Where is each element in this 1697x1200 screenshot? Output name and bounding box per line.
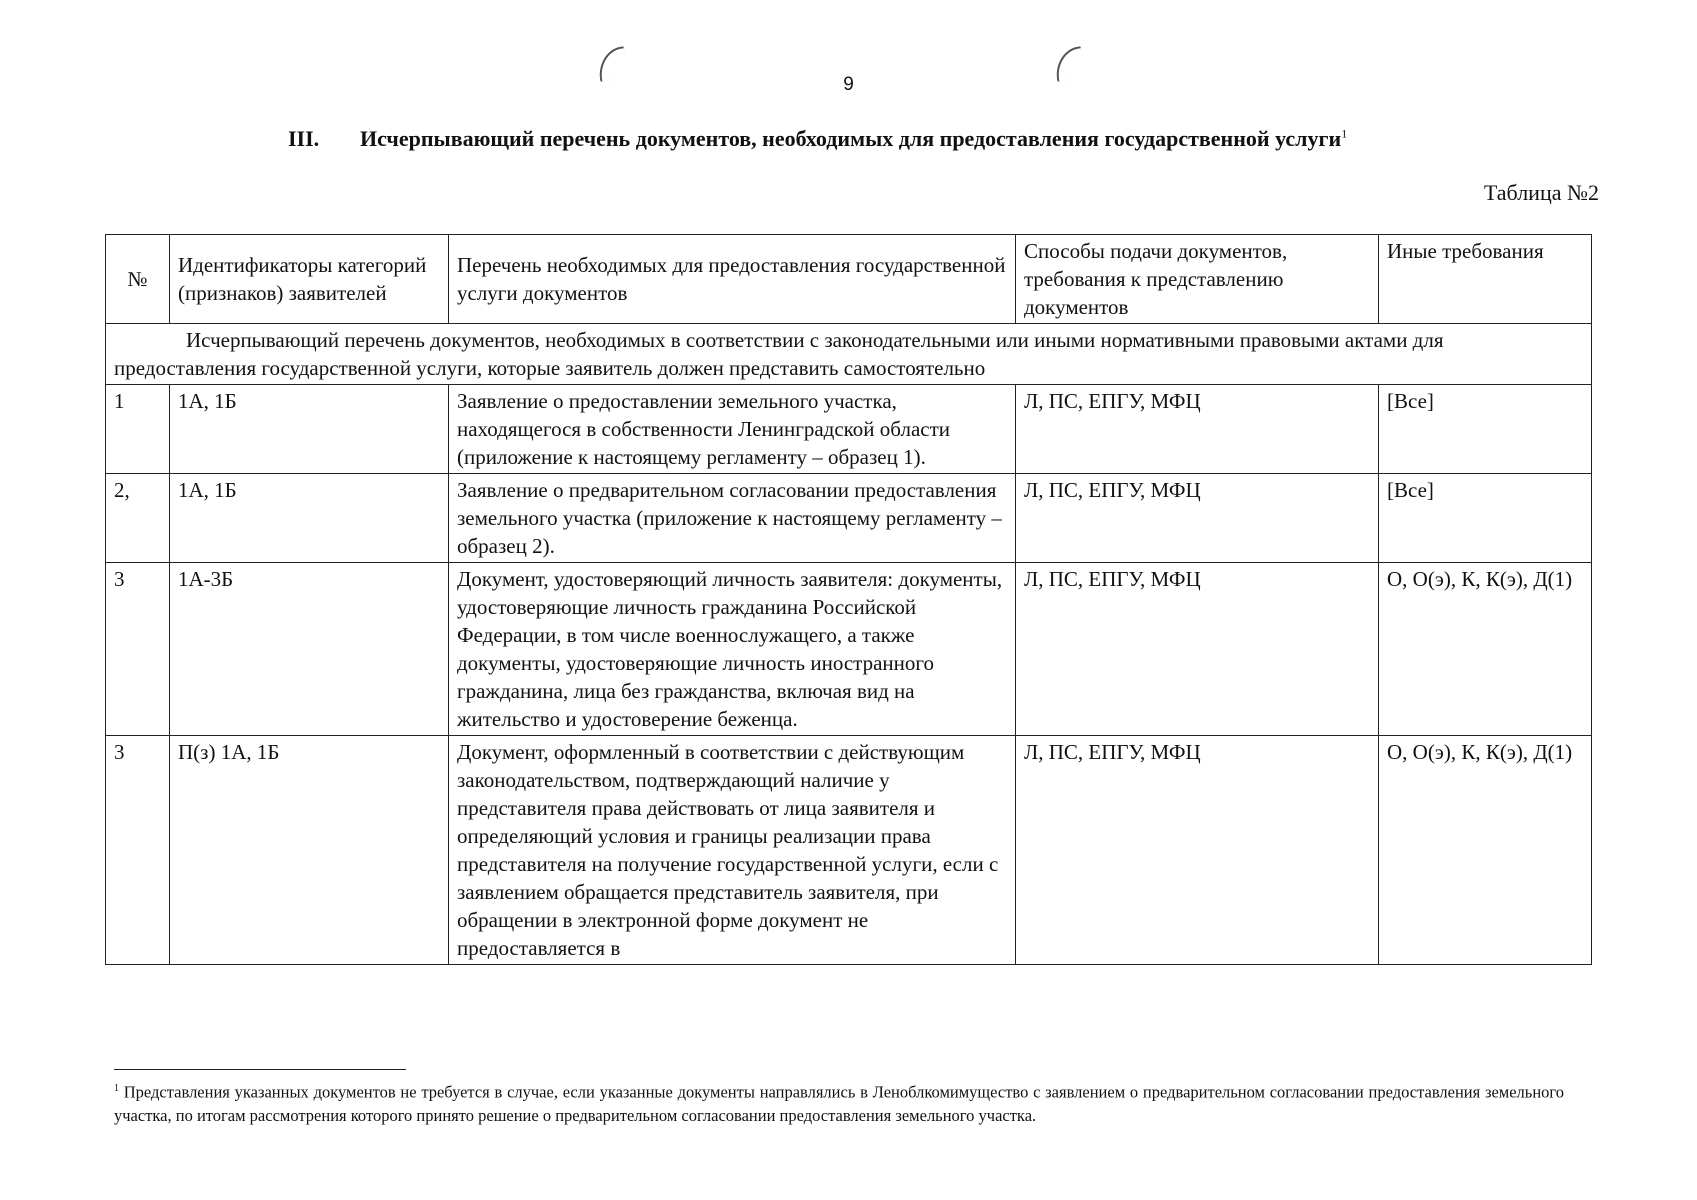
- header-number: №: [106, 235, 170, 324]
- section-heading: [288, 126, 1347, 152]
- footnote-divider: [114, 1069, 406, 1070]
- table-row: [106, 736, 1592, 965]
- row-number: 3: [106, 736, 170, 965]
- row-other: О, О(э), К, К(э), Д(1): [1379, 736, 1592, 965]
- documents-table: [105, 234, 1592, 965]
- row-document: Заявление о предоставлении земельного участка, находящегося в собственности Ленинградской области (приложение к настоящему регламенту – образец 1).: [449, 385, 1016, 474]
- row-methods: Л, ПС, ЕПГУ, МФЦ: [1016, 385, 1379, 474]
- header-categories: Идентификаторы категорий (признаков) заявителей: [170, 235, 449, 324]
- row-methods: Л, ПС, ЕПГУ, МФЦ: [1016, 474, 1379, 563]
- section-number: III.: [288, 126, 320, 151]
- table-subheading: Исчерпывающий перечень документов, необходимых в соответствии с законодательными или иными нормативными правовыми актами для предоставления государственной услуги, которые заявитель должен представить самостоятельно: [106, 324, 1592, 385]
- row-other: [Все]: [1379, 474, 1592, 563]
- table-row: [106, 474, 1592, 563]
- row-number: 2,: [106, 474, 170, 563]
- row-categories: П(з) 1А, 1Б: [170, 736, 449, 965]
- row-other: О, О(э), К, К(э), Д(1): [1379, 563, 1592, 736]
- table-subheading-row: [106, 324, 1592, 385]
- header-documents: Перечень необходимых для предоставления государственной услуги документов: [449, 235, 1016, 324]
- footnote-marker: 1: [114, 1083, 119, 1094]
- table-row: [106, 385, 1592, 474]
- row-methods: Л, ПС, ЕПГУ, МФЦ: [1016, 563, 1379, 736]
- section-title: Исчерпывающий перечень документов, необходимых для предоставления государственной услуги: [360, 126, 1342, 151]
- row-document: Документ, оформленный в соответствии с действующим законодательством, подтверждающий наличие у представителя права действовать от лица заявителя и определяющий условия и границы реализации права представителя на получение государственной услуги, если с заявлением обращается представитель заявителя, при обращении в электронной форме документ не предоставляется в: [449, 736, 1016, 965]
- table-label: Таблица №2: [1483, 180, 1599, 205]
- header-methods: Способы подачи документов, требования к представлению документов: [1016, 235, 1379, 324]
- row-methods: Л, ПС, ЕПГУ, МФЦ: [1016, 736, 1379, 965]
- footnote: [114, 1077, 1564, 1127]
- row-number: 3: [106, 563, 170, 736]
- section-footnote-ref: 1: [1341, 126, 1348, 141]
- row-categories: 1А, 1Б: [170, 385, 449, 474]
- row-number: 1: [106, 385, 170, 474]
- row-document: Заявление о предварительном согласовании предоставления земельного участка (приложение к настоящему регламенту – образец 2).: [449, 474, 1016, 563]
- header-other: Иные требования: [1379, 235, 1592, 324]
- footnote-text: Представления указанных документов не требуется в случае, если указанные документы направлялись в Леноблкомимущество с заявлением о предварительном согласовании предоставления земельного участка, по итогам рассмотрения которого принято решение о предварительном согласовании предоставления земельного участка.: [114, 1082, 1565, 1125]
- page-number: 9: [843, 74, 854, 95]
- row-categories: 1А-3Б: [170, 563, 449, 736]
- table-row: [106, 563, 1592, 736]
- row-categories: 1А, 1Б: [170, 474, 449, 563]
- table-header-row: [106, 235, 1592, 324]
- row-document: Документ, удостоверяющий личность заявителя: документы, удостоверяющие личность гражданина Российской Федерации, в том числе военнослужащего, а также документы, удостоверяющие личность иностранного гражданина, лица без гражданства, включая вид на жительство и удостоверение беженца.: [449, 563, 1016, 736]
- row-other: [Все]: [1379, 385, 1592, 474]
